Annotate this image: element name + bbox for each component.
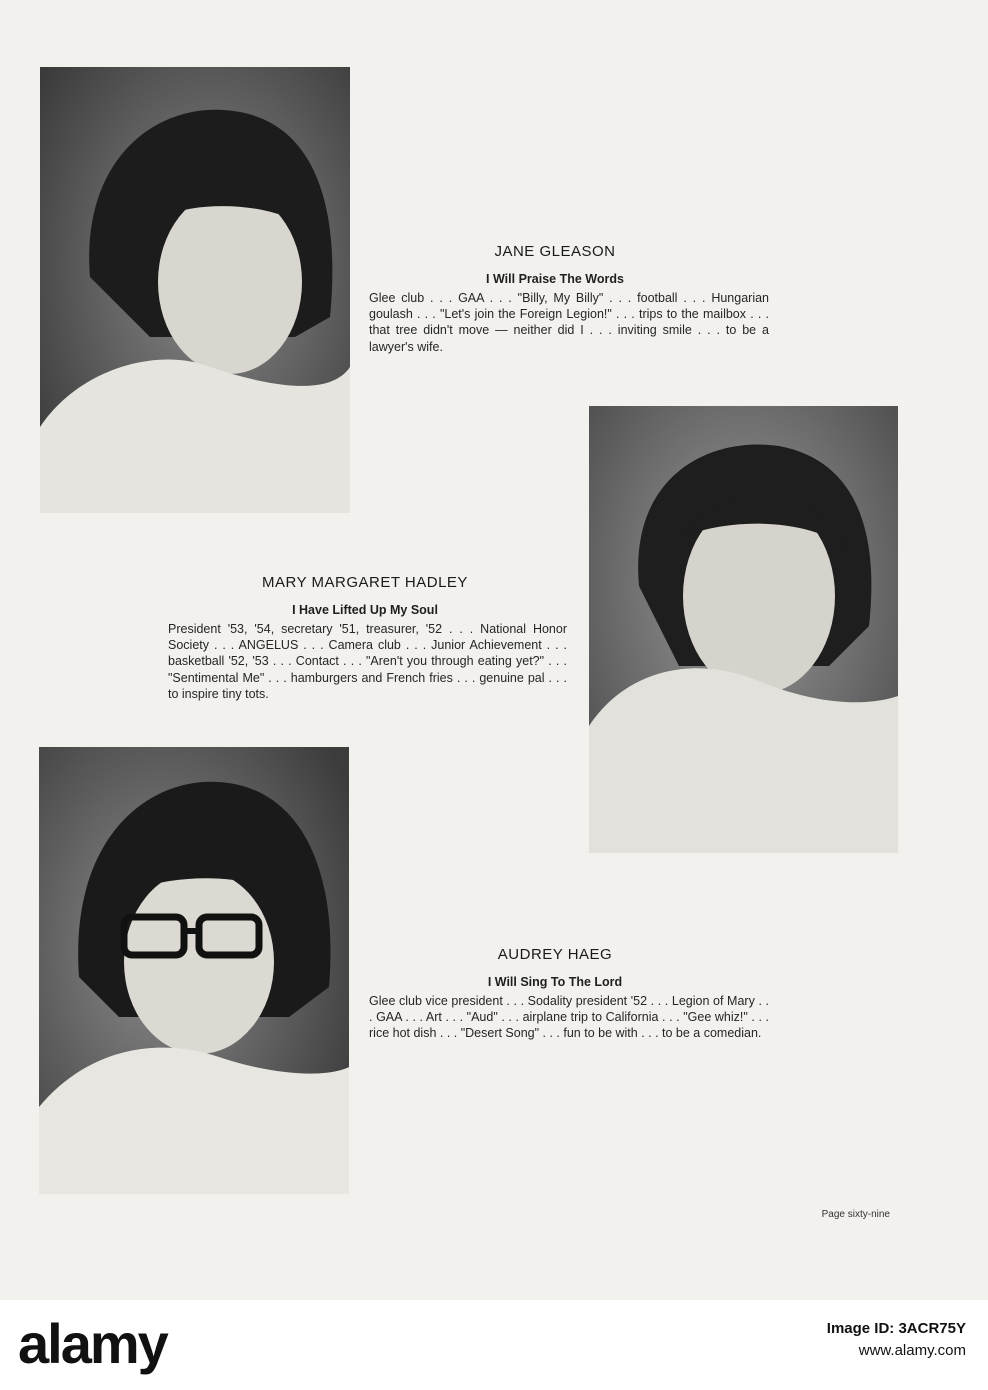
- student-bio: Glee club vice president . . . Sodality president '52 . . . Legion of Mary . . . GAA . . . Art . . . "Aud" . . . airplane trip to California . . . "Gee whiz!" . . . rice hot dish . . . "Desert Song" . . . fun to be with . . . to be a comedian.: [369, 994, 769, 1041]
- student-motto: I Have Lifted Up My Soul: [292, 603, 438, 617]
- portrait-photo-audrey-haeg: [39, 747, 349, 1194]
- student-motto: I Will Praise The Words: [486, 272, 624, 286]
- footer-meta: [827, 1318, 966, 1362]
- portrait-photo-jane-gleason: [40, 67, 350, 513]
- page-number: Page sixty-nine: [821, 1209, 890, 1220]
- student-name: AUDREY HAEG: [497, 946, 613, 963]
- student-bio: Glee club . . . GAA . . . "Billy, My Billy" . . . football . . . Hungarian goulash . . . "Let's join the Foreign Legion!" . . . trips to the mailbox . . . that tree didn't move — neither did I . . . inviting smile . . . to be a lawyer's wife.: [369, 291, 769, 354]
- portrait-photo-mary-margaret-hadley: [589, 406, 898, 853]
- student-name: JANE GLEASON: [494, 243, 616, 260]
- student-name: MARY MARGARET HADLEY: [262, 574, 468, 591]
- student-bio: President '53, '54, secretary '51, treasurer, '52 . . . National Honor Society . . . ANGELUS . . . Camera club . . . Junior Achievement . . . basketball '52, '53 . . . Contact . . . "Aren't you through eating yet?" . . . "Sentimental Me" . . . hamburgers and French fries . . . genuine pal . . . to inspire tiny tots.: [168, 622, 567, 701]
- brand-logo: alamy: [18, 1312, 167, 1375]
- student-motto: I Will Sing To The Lord: [487, 975, 623, 989]
- image-id-label: Image ID: 3ACR75Y: [826, 1320, 966, 1337]
- stock-footer: [0, 1300, 988, 1390]
- site-url: www.alamy.com: [858, 1342, 966, 1359]
